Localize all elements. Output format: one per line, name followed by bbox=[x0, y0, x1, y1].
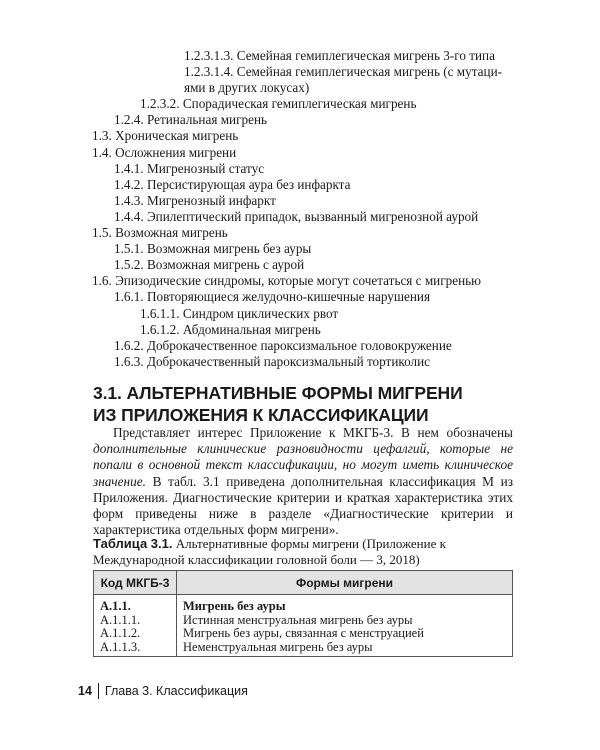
table-caption bbox=[93, 536, 513, 568]
toc-entry: 1.5.1. Возможная мигрень без ауры bbox=[114, 241, 312, 257]
chapter-title: Глава 3. Классификация bbox=[104, 684, 248, 698]
toc-entry: 1.6. Эпизодические синдромы, которые могут сочетаться с мигренью bbox=[92, 273, 482, 289]
migraine-forms-table bbox=[93, 570, 513, 657]
form-value: Мигрень без ауры, связанная с менструацией bbox=[183, 626, 424, 641]
table-header-forms: Формы мигрени bbox=[177, 571, 513, 595]
code-value: A.1.1.2. bbox=[100, 626, 141, 641]
toc-entry: 1.4.3. Мигренозный инфаркт bbox=[114, 192, 276, 208]
code-value: A.1.1.1. bbox=[100, 612, 141, 627]
paragraph-text-end: В табл. 3.1 приведена дополнительная классификация М из Приложения. Диагностические критерии и краткая характеристика этих форм приведены ниже в разделе «Диагностические критерии и характеристика отдельных форм мигрени». bbox=[93, 473, 513, 538]
footer-divider bbox=[98, 683, 99, 699]
table-caption-label: Таблица 3.1. bbox=[93, 536, 173, 551]
toc-entry: 1.6.2. Доброкачественное пароксизмальное головокружение bbox=[114, 337, 452, 353]
toc-entry: 1.6.1.2. Абдоминальная мигрень bbox=[140, 321, 321, 337]
toc-entry: 1.4.1. Мигренозный статус bbox=[114, 160, 265, 176]
paragraph-text-start: Представляет интерес Приложение к МКГБ-3. В нем обозначены bbox=[113, 425, 513, 440]
table-cell-forms bbox=[177, 595, 513, 657]
toc-entry: 1.4.2. Персистирующая аура без инфаркта bbox=[114, 176, 351, 192]
table-header-code: Код МКГБ-3 bbox=[94, 571, 177, 595]
table-row bbox=[94, 595, 513, 657]
table-caption-text: Альтернативные формы мигрени (Приложение к Международной классификации головной боли — 3, 2018) bbox=[93, 536, 446, 567]
toc-entry: 1.6.1. Повторяющиеся желудочно-кишечные нарушения bbox=[114, 289, 431, 305]
toc-entry: 1.6.1.1. Синдром циклических рвот bbox=[140, 305, 339, 321]
code-value: A.1.1. bbox=[100, 599, 131, 613]
toc-entry: 1.3. Хроническая мигрень bbox=[92, 128, 239, 144]
toc-entry: 1.4.4. Эпилептический припадок, вызванный мигренозной аурой bbox=[114, 208, 479, 224]
paragraph-italic-text: дополнительные клинические разновидности цефалгий, которые не попали в основной текст классификации, но могут иметь клиническое значение. bbox=[93, 441, 513, 489]
table-cell-codes bbox=[94, 595, 177, 657]
toc-entry: 1.2.3.1.3. Семейная гемиплегическая мигрень 3-го типа bbox=[184, 48, 495, 63]
toc-entry: 1.5. Возможная мигрень bbox=[92, 225, 228, 241]
section-heading bbox=[93, 382, 513, 426]
form-value: Мигрень без ауры bbox=[183, 599, 286, 613]
toc-entry: 1.6.3. Доброкачественный пароксизмальный тортиколис bbox=[114, 353, 431, 369]
body-paragraph bbox=[93, 425, 513, 538]
toc-entry: 1.2.3.2. Спорадическая гемиплегическая мигрень bbox=[140, 96, 417, 112]
form-value: Истинная менструальная мигрень без ауры bbox=[183, 612, 413, 627]
toc-entry: 1.2.3.1.4. Семейная гемиплегическая мигрень (с мутаци- bbox=[184, 64, 503, 80]
section-heading-line1: 3.1. АЛЬТЕРНАТИВНЫЕ ФОРМЫ МИГРЕНИ bbox=[93, 383, 463, 403]
toc-entry-continuation: ями в других локусах) bbox=[184, 80, 310, 96]
code-value: A.1.1.3. bbox=[100, 639, 141, 654]
form-value: Неменструальная мигрень без ауры bbox=[183, 639, 373, 654]
section-heading-line2: ИЗ ПРИЛОЖЕНИЯ К КЛАССИФИКАЦИИ bbox=[93, 405, 429, 425]
toc-list bbox=[92, 48, 512, 370]
page-footer bbox=[78, 683, 248, 699]
page-number: 14 bbox=[78, 684, 92, 698]
toc-entry: 1.4. Осложнения мигрени bbox=[92, 144, 237, 160]
toc-entry: 1.2.4. Ретинальная мигрень bbox=[114, 112, 268, 128]
table-header-row bbox=[94, 571, 513, 595]
toc-entry: 1.5.2. Возможная мигрень с аурой bbox=[114, 257, 305, 273]
